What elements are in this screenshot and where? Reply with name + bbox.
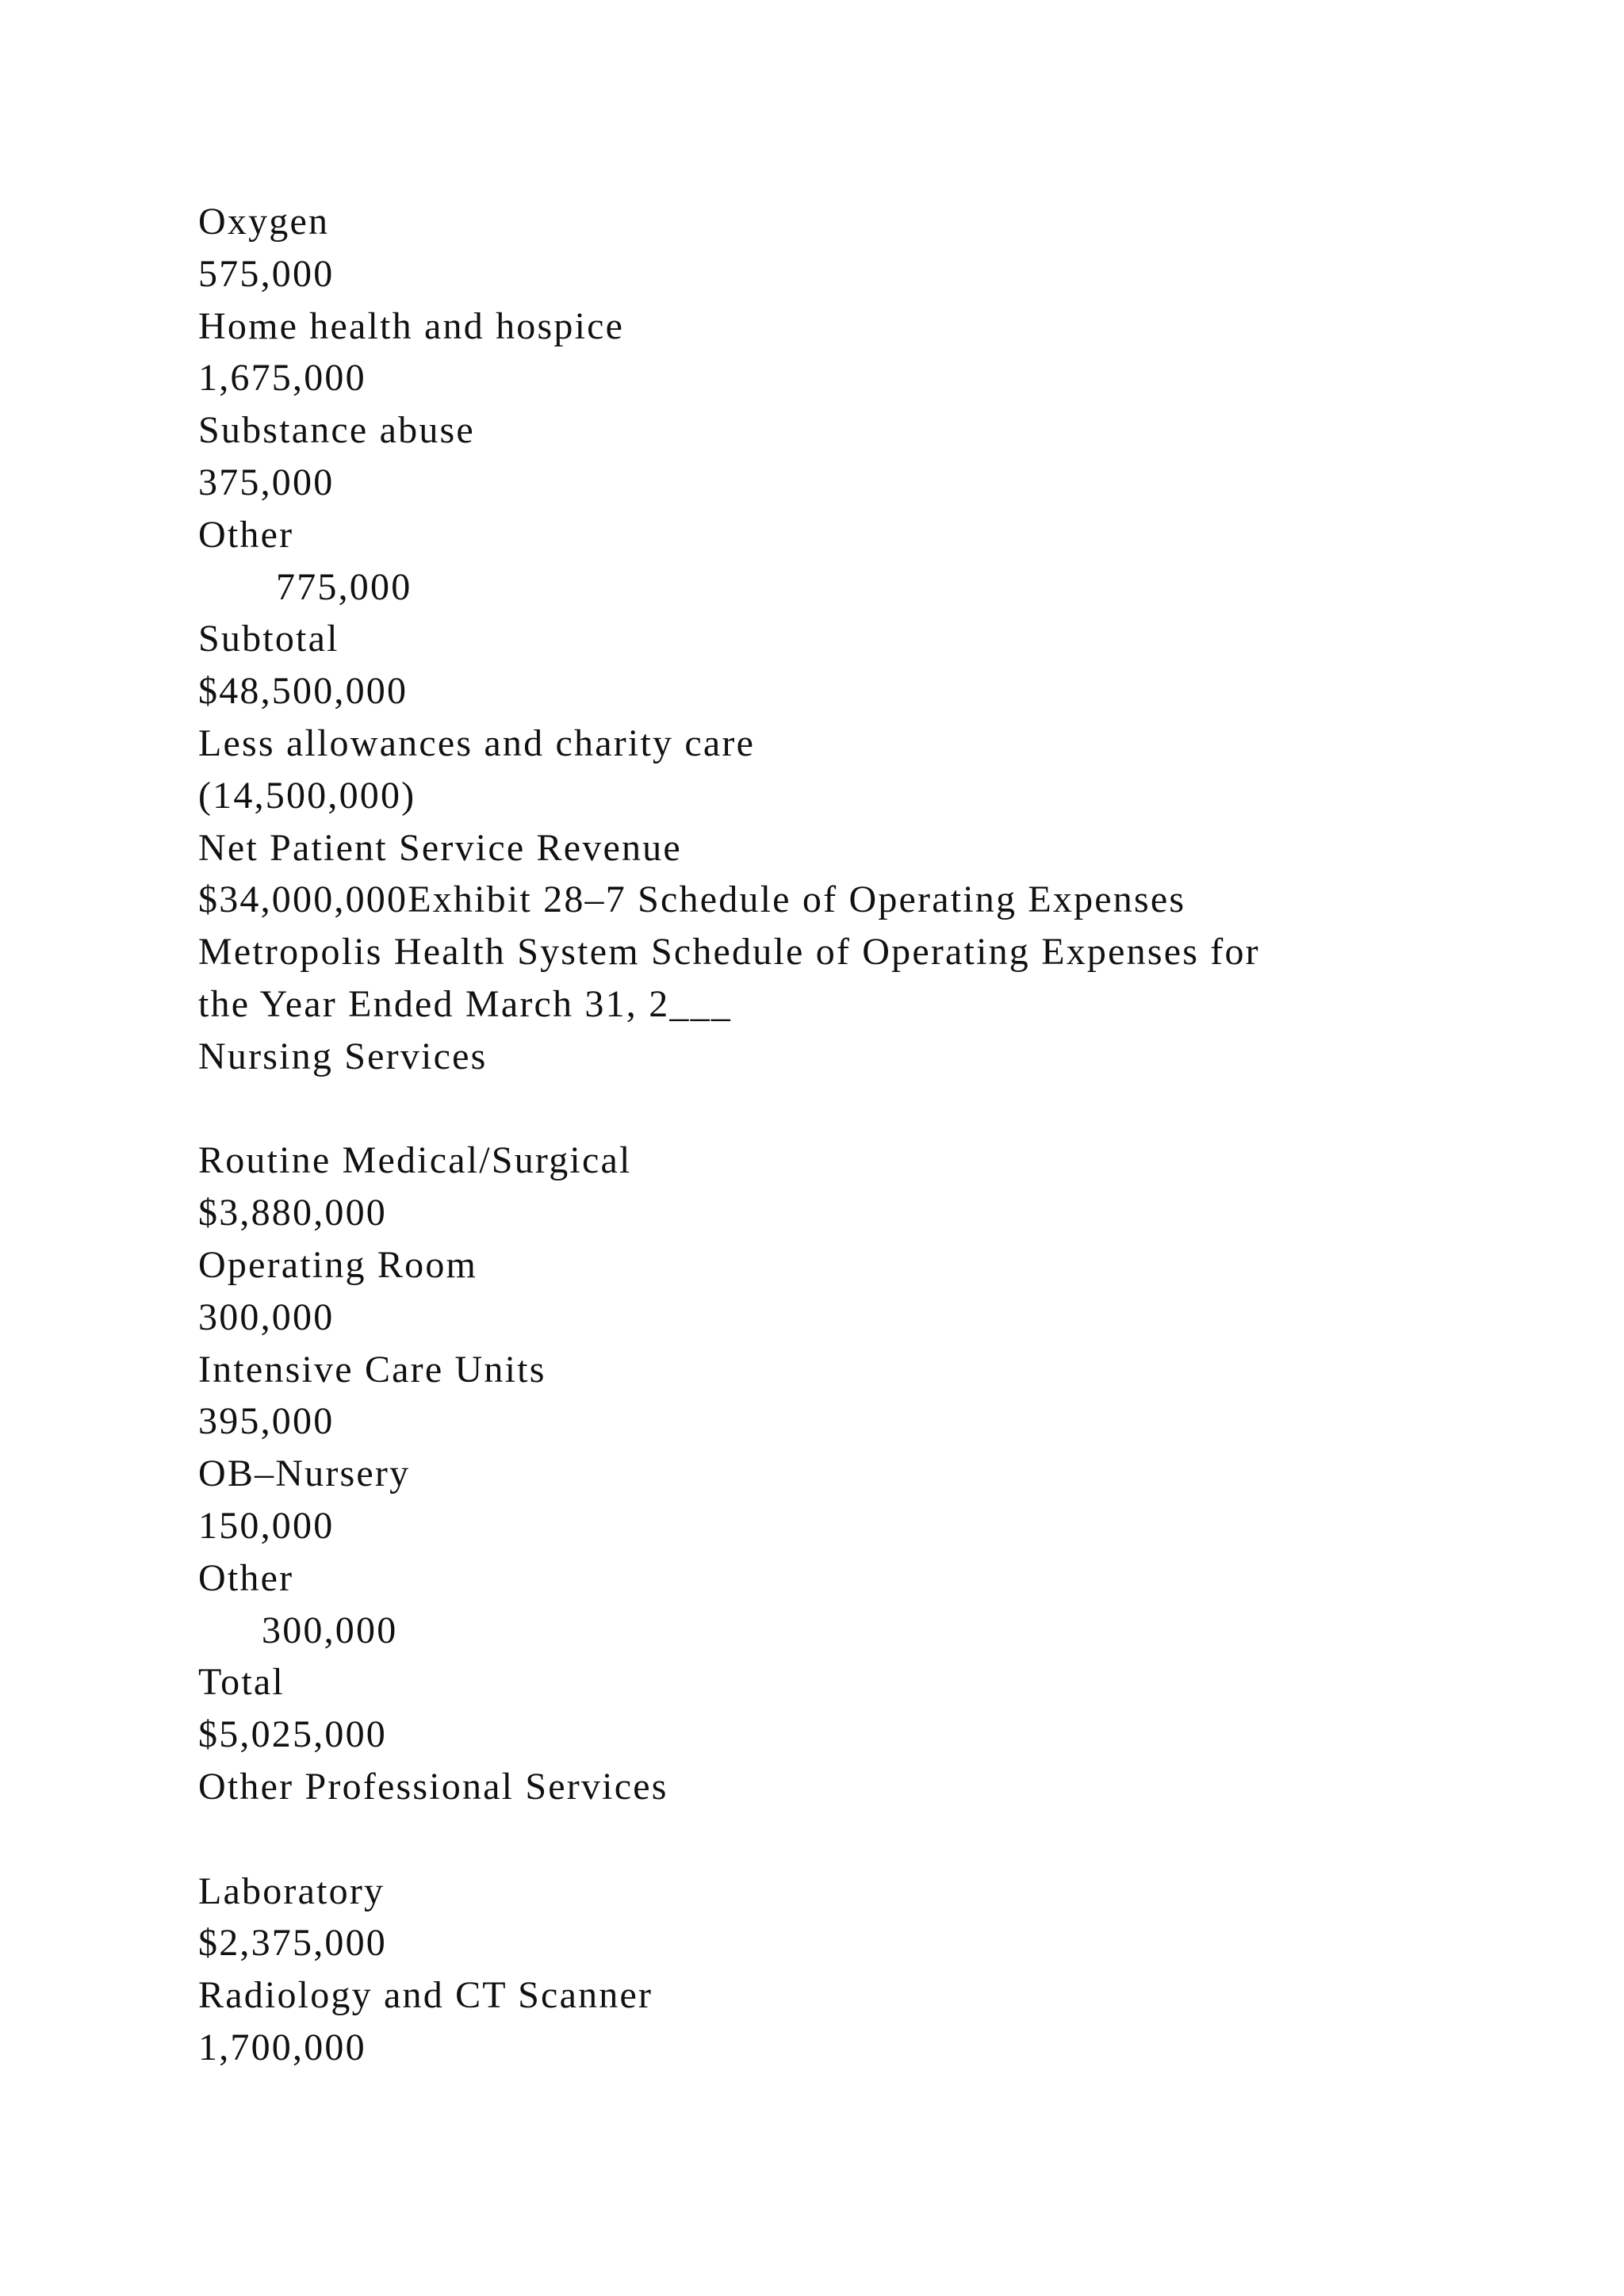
line-operating-room-label: Operating Room <box>198 1243 478 1286</box>
line-schedule-year: the Year Ended March 31, 2___ <box>198 982 733 1025</box>
line-net-revenue-label: Net Patient Service Revenue <box>198 826 682 869</box>
line-substance-abuse-label: Substance abuse <box>198 409 475 452</box>
line-home-health-value: 1,675,000 <box>198 357 366 400</box>
line-routine-med-surg-label: Routine Medical/Surgical <box>198 1139 632 1182</box>
line-subtotal-value: $48,500,000 <box>198 670 408 713</box>
line-laboratory-value: $2,375,000 <box>198 1922 387 1965</box>
line-icu-label: Intensive Care Units <box>198 1348 546 1391</box>
line-oxygen-label: Oxygen <box>198 201 330 243</box>
line-blank <box>198 1083 1467 1135</box>
line-blank <box>198 1813 1467 1866</box>
line-oxygen-value: 575,000 <box>198 252 335 295</box>
line-radiology-label: Radiology and CT Scanner <box>198 1974 653 2017</box>
line-laboratory-label: Laboratory <box>198 1869 385 1912</box>
line-other-nursing-value: 300,000 <box>262 1609 398 1651</box>
line-icu-value: 395,000 <box>198 1400 335 1443</box>
line-other-nursing-label: Other <box>198 1556 294 1599</box>
line-substance-abuse-value: 375,000 <box>198 461 335 503</box>
line-radiology-value: 1,700,000 <box>198 2026 366 2068</box>
line-allowances-value: (14,500,000) <box>198 774 416 817</box>
line-operating-room-value: 300,000 <box>198 1295 335 1338</box>
line-home-health-label: Home health and hospice <box>198 304 625 347</box>
line-total-value: $5,025,000 <box>198 1713 387 1756</box>
line-total-label: Total <box>198 1661 285 1704</box>
line-schedule-title: Metropolis Health System Schedule of Operating Expenses for <box>198 931 1260 974</box>
document-text <box>198 196 1467 2074</box>
line-routine-med-surg-value: $3,880,000 <box>198 1192 387 1234</box>
line-net-revenue-value-exhibit: $34,000,000Exhibit 28–7 Schedule of Operating Expenses <box>198 878 1186 921</box>
line-allowances-label: Less allowances and charity care <box>198 721 756 764</box>
line-other-label: Other <box>198 513 294 556</box>
line-other-value: 775,000 <box>276 565 412 608</box>
line-ob-nursery-value: 150,000 <box>198 1504 335 1547</box>
line-ob-nursery-label: OB–Nursery <box>198 1452 411 1495</box>
line-nursing-services-heading: Nursing Services <box>198 1035 488 1077</box>
line-other-professional-heading: Other Professional Services <box>198 1765 668 1808</box>
line-subtotal-label: Subtotal <box>198 618 339 660</box>
